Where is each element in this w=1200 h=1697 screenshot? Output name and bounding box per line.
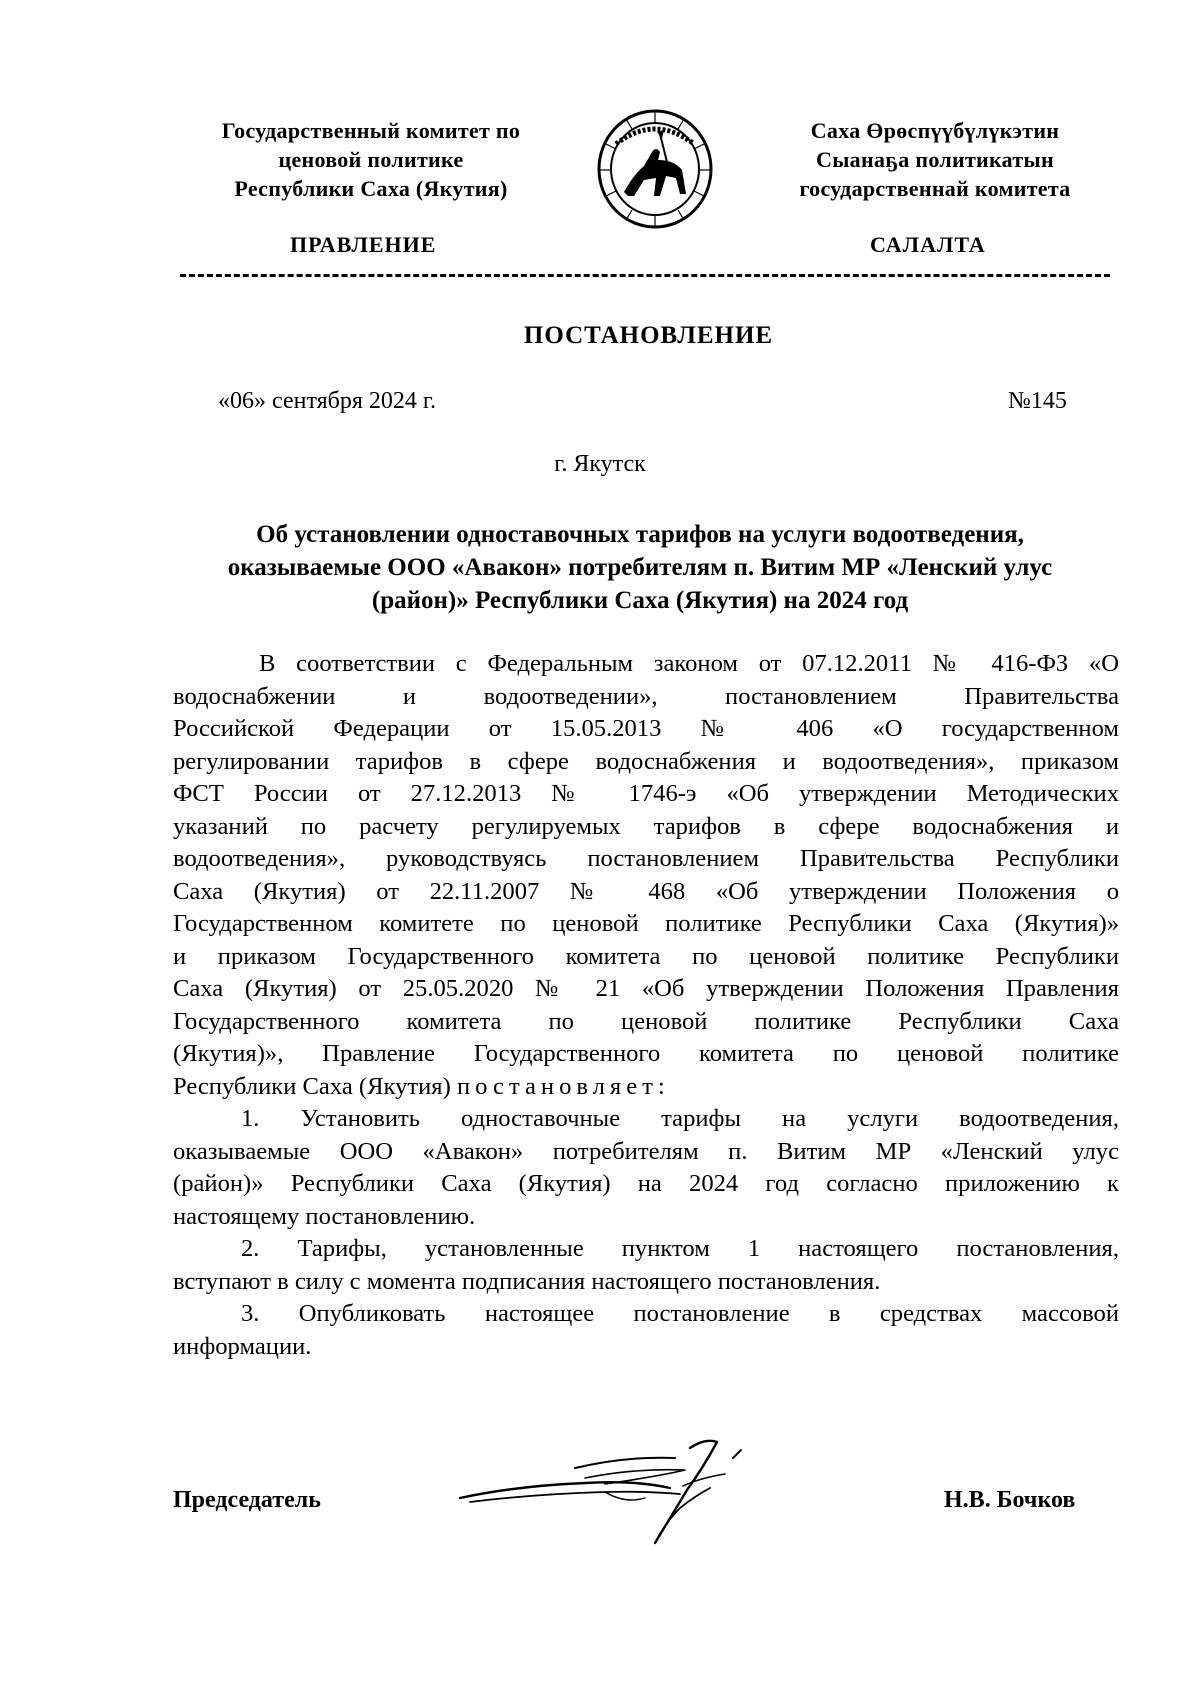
preamble-line: ФСТ России от 27.12.2013 № 1746-э «Об утверждении Методических bbox=[173, 780, 1119, 807]
board-label-russian: ПРАВЛЕНИЕ bbox=[290, 232, 437, 257]
document-number: №145 bbox=[1008, 388, 1067, 414]
preamble-line: и приказом Государственного комитета по ценовой политике Республики bbox=[173, 942, 1119, 970]
document-date: «06» сентября 2024 г. bbox=[218, 388, 437, 414]
handwritten-signature bbox=[455, 1428, 785, 1548]
document-city: г. Якутск bbox=[554, 451, 646, 477]
committee-name-line: Саха Өрөспүүбүлүкэтин bbox=[810, 118, 1060, 143]
signatory-name: Н.В. Бочков bbox=[944, 1487, 1076, 1513]
item-1-line: настоящему постановлению. bbox=[173, 1202, 476, 1230]
item-3-line: 3. Опубликовать настоящее постановление в средствах массовой bbox=[241, 1300, 1119, 1327]
preamble-line: Государственном комитете по ценовой политике Республики Саха (Якутия)» bbox=[173, 910, 1119, 937]
signatory-title: Председатель bbox=[173, 1487, 321, 1513]
item-1-line: 1. Установить одноставочные тарифы на услуги водоотведения, bbox=[241, 1105, 1119, 1132]
preamble-line: (Якутия)», Правление Государственного комитета по ценовой политике bbox=[173, 1040, 1119, 1067]
document-subject bbox=[160, 518, 1120, 617]
committee-name-line: Республики Саха (Якутия) bbox=[234, 176, 508, 201]
preamble-line: указаний по расчету регулируемых тарифов в сфере водоснабжения и bbox=[173, 812, 1119, 840]
preamble-line: В соответствии с Федеральным законом от 07.12.2011 № 416-ФЗ «О bbox=[259, 650, 1119, 677]
item-2-line: вступают в силу с момента подписания настоящего постановления. bbox=[173, 1267, 881, 1295]
item-2-line: 2. Тарифы, установленные пунктом 1 настоящего постановления, bbox=[241, 1235, 1119, 1262]
preamble-line: водоотведения», руководствуясь постановлением Правительства Республики bbox=[173, 845, 1119, 872]
preamble-line: Саха (Якутия) от 25.05.2020 № 21 «Об утверждении Положения Правления bbox=[173, 975, 1119, 1002]
resolves-word: постановляет: bbox=[456, 1072, 670, 1100]
document-body bbox=[173, 648, 1119, 1363]
preamble-last-prefix: Республики Саха (Якутия) bbox=[173, 1072, 451, 1100]
preamble-last-line bbox=[173, 1071, 1119, 1104]
document-type-title: ПОСТАНОВЛЕНИЕ bbox=[523, 322, 774, 349]
committee-name-line: Сыанаҕа политикатын bbox=[816, 147, 1054, 172]
item-1-line: оказываемые ООО «Авакон» потребителям п. Витим МР «Ленский улус bbox=[173, 1137, 1119, 1165]
subject-line: оказываемые ООО «Авакон» потребителям п. Витим МР «Ленский улус bbox=[227, 554, 1053, 581]
subject-line: Об установлении одноставочных тарифов на услуги водоотведения, bbox=[256, 521, 1024, 548]
preamble-line: Саха (Якутия) от 22.11.2007 № 468 «Об утверждении Положения о bbox=[173, 877, 1119, 905]
committee-name-yakut bbox=[750, 116, 1120, 203]
committee-name-russian bbox=[186, 116, 556, 203]
preamble-line: регулировании тарифов в сфере водоснабжения и водоотведения», приказом bbox=[173, 747, 1119, 775]
preamble-line: Российской Федерации от 15.05.2013 № 406 «О государственном bbox=[173, 715, 1119, 742]
coat-of-arms-emblem bbox=[594, 104, 716, 230]
committee-name-line: государственнай комитета bbox=[799, 176, 1071, 201]
committee-name-line: Государственный комитет по bbox=[221, 118, 521, 143]
item-1-line: (район)» Республики Саха (Якутия) на 2024 год согласно приложению к bbox=[173, 1170, 1119, 1197]
preamble-line: Государственного комитета по ценовой политике Республики Саха bbox=[173, 1007, 1119, 1035]
header-separator bbox=[180, 274, 1110, 277]
committee-name-line: ценовой политике bbox=[278, 147, 464, 172]
preamble-line: водоснабжении и водоотведении», постановлением Правительства bbox=[173, 682, 1119, 710]
board-label-yakut: САЛАЛТА bbox=[870, 232, 986, 257]
item-3-line: информации. bbox=[173, 1332, 312, 1360]
subject-line: (район)» Республики Саха (Якутия) на 2024 год bbox=[371, 587, 909, 614]
